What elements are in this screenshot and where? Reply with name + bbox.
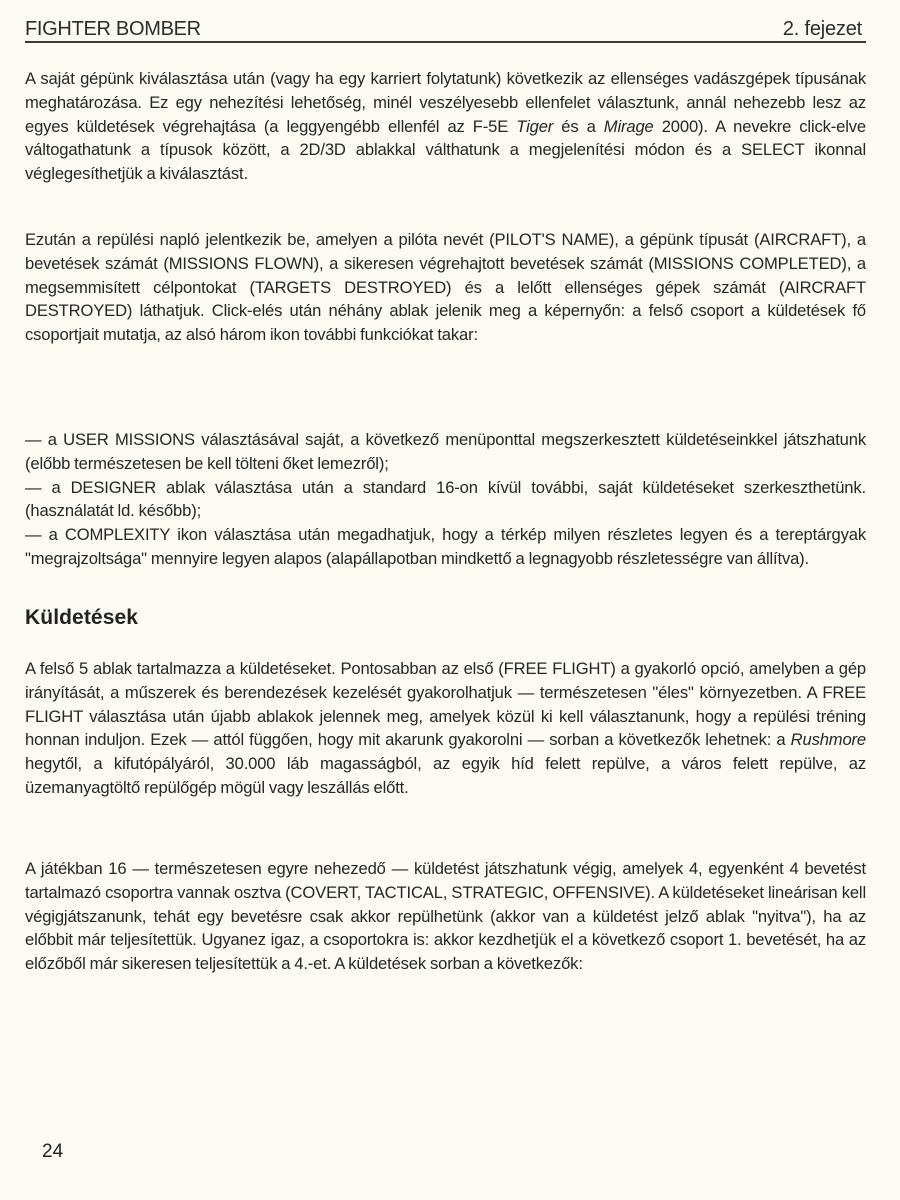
text-run: A felső 5 ablak tartalmazza a küldetéseket. Pontosabban az első (FREE FLIGHT) a gyakorló opció, amelyben a gép irányítását, a műszerek és berendezések kezelését gyakorolhatjuk — természetesen "éles" környezetben. A FREE FLIGHT választása után újabb ablakok jelennek meg, amelyek közül ki kell választanunk, hogy a repülési tréning honnan induljon. Ezek — attól függően, hogy mit akarunk gyakorolni — sorban a következők lehetnek: a [25,659,866,750]
italic-term-rushmore: Rushmore [790,730,866,750]
book-title: FIGHTER BOMBER [25,18,201,40]
text-run: 2000). A nevekre click-elve váltogathatunk a típusok között, a 2D/3D ablakkal válthatunk a megjelenítési módon és a SELECT ikonnal véglegesíthetjük a kiválasztást. [25,116,867,184]
chapter-label: 2. fejezet [782,18,862,40]
paragraph-aircraft-selection [25,67,866,186]
italic-term-mirage: Mirage [603,116,654,136]
paragraph-free-flight [25,657,866,800]
text-run: Ezután a repülési napló jelentkezik be, amelyen a pilóta nevét (PILOT'S NAME), a gépünk típusát (AIRCRAFT), a bevetések számát (MISSIONS FLOWN), a sikeresen végrehajtott bevetések számát (MISSIONS COMPLETED), a megsemmisített célpontokat (TARGETS DESTROYED) és a lelőtt ellenséges gépek számát (AIRCRAFT DESTROYED) láthatjuk. Click-elés után néhány ablak jelenik meg a képernyőn: a felső csoport a küldetések fő csoportjait mutatja, az alsó három ikon további funkciókat takar: [25,230,866,345]
section-heading: Küldetések [25,606,139,629]
text-run: hegytől, a kifutópályáról, 30.000 láb magasságból, az egyik híd felett repülve, a város felett repülve, az üzemanyagtöltő repülőgép mögül vagy leszállás előtt. [25,754,866,797]
paragraph-flight-log [25,228,866,347]
page-number: 24 [42,1141,64,1162]
italic-term-tiger: Tiger [516,116,554,136]
paragraph-mission-groups [25,857,866,976]
list-item-designer: — a DESIGNER ablak választása után a standard 16-on kívül további, saját küldetéseket szerkeszthetünk. (használatát ld. később); [25,477,866,521]
list-item-complexity: — a COMPLEXITY ikon választása után megadhatjuk, hogy a térkép milyen részletes legyen és a tereptárgyak "megrajzoltsága" mennyire legyen alapos (alapállapotban mindkettő a legnagyobb részletességre van állítva). [25,525,866,568]
text-run: és a [553,116,604,136]
text-run: A játékban 16 — természetesen egyre nehezedő — küldetést játszhatunk végig, amelyek 4, egyenként 4 bevetést tartalmazó csoportra vannak osztva (COVERT, TACTICAL, STRATEGIC, OFFENSIVE). A küldetéseket lineárisan kell végigjátszanunk, tehát egy bevetésre csak akkor repülhetünk (akkor van a küldetést jelző ablak "nyitva"), ha az előbbit már teljesítettük. Ugyanez igaz, a csoportokra is: akkor kezdhetjük el a következő csoport 1. bevetését, ha az előzőből már sikeresen teljesítettük a 4.-et. A küldetések sorban a következők: [25,859,866,974]
function-list [25,428,866,571]
text-run: A saját gépünk kiválasztása után (vagy ha egy karriert folytatunk) következik az ellenséges vadászgépek típusának meghatározása. Ez egy nehezítési lehetőség, minél veszélyesebb ellenfelet választunk, annál nehezebb lesz az egyes küldetések végrehajtása (a leggyengébb ellenfél az F-5E [25,69,866,136]
list-item-user-missions: — a USER MISSIONS választásával saját, a következő menüponttal megszerkesztett küldetéseinkkel játszhatunk (előbb természetesen be kell tölteni őket lemezről); [25,430,866,473]
running-header [25,17,866,43]
